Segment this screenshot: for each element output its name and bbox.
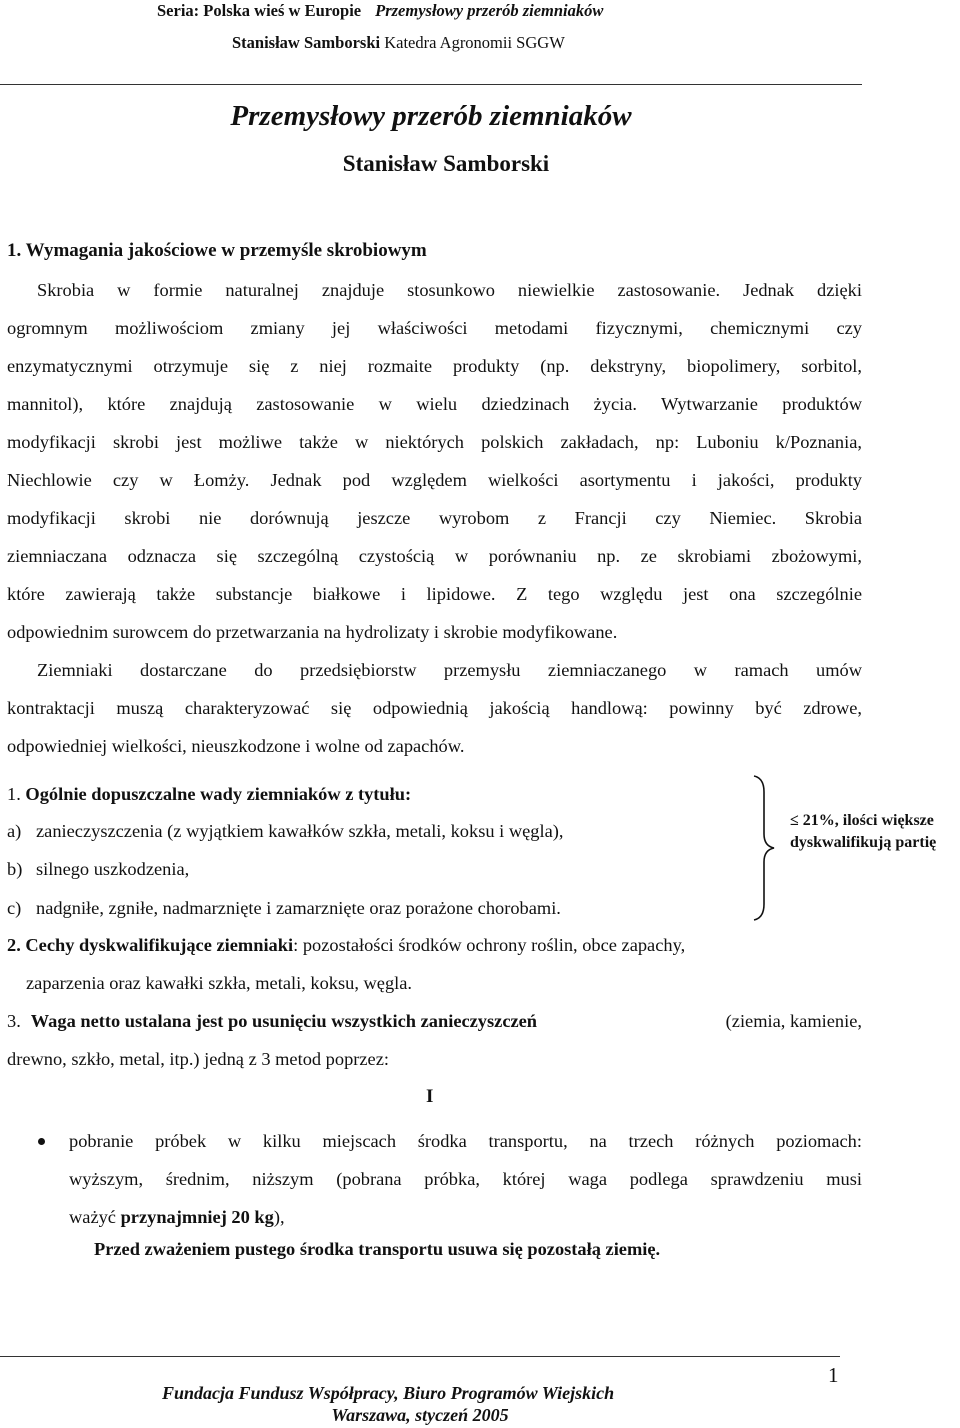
subitem-text: silnego uszkodzenia,: [36, 859, 190, 879]
list-item-2: [7, 935, 685, 956]
list-item-1: [7, 784, 411, 805]
paragraph-line: które zawierają także substancje białkowe i lipidowe. Z tego względu jest ona szczególnie: [7, 584, 862, 604]
subitem-text: zanieczyszczenia (z wyjątkiem kawałków szkła, metali, koksu i węgla),: [36, 821, 564, 841]
bullet-icon: [38, 1138, 45, 1145]
list-number: 3.: [7, 1011, 21, 1031]
method-bold-note: Przed zważeniem pustego środka transportu usuwa się pozostałą ziemię.: [94, 1239, 661, 1259]
list-item-title: Cechy dyskwalifikujące ziemniaki: [25, 935, 294, 955]
footer-place-date: Warszawa, styczeń 2005: [331, 1405, 509, 1425]
document-author: Stanisław Samborski: [342, 151, 550, 176]
list-item-2-continuation: zaparzenia oraz kawałki szkła, metali, koksu, węgla.: [26, 973, 413, 993]
paragraph-line: Niechlowie czy w Łomży. Jednak pod względem wielkości asortymentu i jakości, produkty: [7, 470, 862, 490]
subitem-letter: a): [7, 821, 22, 841]
bullet-text-end: ),: [273, 1207, 285, 1227]
paragraph-line: Ziemniaki dostarczane do przedsiębiorstw przemysłu ziemniaczanego w ramach umów: [37, 660, 862, 680]
bullet-line: [69, 1198, 862, 1236]
list-item-title: Ogólnie dopuszczalne wady ziemniaków z tytułu:: [25, 784, 412, 804]
page-number: 1: [828, 1363, 839, 1387]
list-subitem-b: [7, 859, 189, 880]
paragraph-starch: [7, 271, 862, 651]
header-affiliation: Katedra Agronomii SGGW: [384, 33, 565, 52]
right-brace-icon: [752, 774, 782, 922]
paragraph-line: modyfikacji skrobi nie dorównują jeszcze wyrobom z Francji czy Niemiec. Skrobia: [7, 508, 862, 528]
document-title: Przemysłowy przerób ziemniaków: [230, 100, 632, 132]
method-roman-numeral: I: [426, 1086, 434, 1107]
list-subitem-a: [7, 821, 564, 842]
bullet-line: pobranie próbek w kilku miejscach środka transportu, na trzech różnych poziomach:: [69, 1131, 862, 1151]
header-rule: [0, 84, 862, 85]
paragraph-line: modyfikacji skrobi jest możliwe także w niektórych polskich zakładach, np: Luboniu k/Poznania,: [7, 432, 862, 452]
running-header-series: [157, 1, 603, 21]
series-label: Seria: Polska wieś w Europie: [157, 1, 362, 20]
footer-org: Fundacja Fundusz Współpracy, Biuro Programów Wiejskich: [162, 1383, 615, 1403]
list-item-text: : pozostałości środków ochrony roślin, obce zapachy,: [293, 935, 686, 955]
method-bullet: [69, 1122, 862, 1236]
bullet-text: ważyć: [69, 1207, 116, 1227]
paragraph-line: ogromnym możliwościom zmiany jej właściwości metodami fizycznymi, chemicznymi czy: [7, 318, 862, 338]
subitem-letter: c): [7, 898, 22, 918]
paragraph-potatoes: [7, 651, 862, 765]
paragraph-line: ziemniaczana odznacza się szczególną czystością w porównaniu np. ze skrobiami zbożowymi,: [7, 546, 862, 566]
list-item-3: [7, 1011, 862, 1032]
list-item-3-continuation: drewno, szkło, metal, itp.) jedną z 3 metod poprzez:: [7, 1049, 389, 1069]
running-header-author: [232, 33, 565, 53]
header-author-name: Stanisław Samborski: [232, 33, 381, 52]
paragraph-line: kontraktacji muszą charakteryzować się odpowiednią jakością handlową: powinny być zdrowe,: [7, 698, 862, 718]
paragraph-line: odpowiedniej wielkości, nieuszkodzone i wolne od zapachów.: [7, 736, 465, 756]
brace-note-line2: dyskwalifikują partię: [790, 834, 937, 851]
list-subitem-c: [7, 898, 561, 919]
paragraph-line: enzymatycznymi otrzymuje się z niej rozmaite produkty (np. dekstryny, biopolimery, sorbitol,: [7, 356, 862, 376]
paragraph-line: mannitol), które znajdują zastosowanie w wielu dziedzinach życia. Wytwarzanie produktów: [7, 394, 862, 414]
footer-rule: [0, 1356, 840, 1357]
list-number: 1.: [7, 784, 21, 804]
list-item-title: Waga netto ustalana jest po usunięciu wszystkich zanieczyszczeń: [30, 1011, 538, 1031]
paragraph-line: Skrobia w formie naturalnej znajduje stosunkowo niewielkie zastosowanie. Jednak dzięki: [37, 280, 862, 300]
series-title: Przemysłowy przerób ziemniaków: [375, 1, 604, 20]
bullet-line: wyższym, średnim, niższym (pobrana próbka, której waga podlega sprawdzeniu musi: [69, 1169, 862, 1189]
list-number: 2.: [7, 935, 21, 955]
section-heading: 1. Wymagania jakościowe w przemyśle skrobiowym: [7, 240, 427, 261]
subitem-text: nadgniłe, zgniłe, nadmarznięte i zamarznięte oraz porażone chorobami.: [36, 898, 561, 918]
brace-note-line1: ≤ 21%, ilości większe: [790, 812, 934, 829]
list-item-text: (ziemia, kamienie,: [725, 1011, 862, 1031]
bullet-bold: przynajmniej 20 kg: [120, 1207, 274, 1227]
subitem-letter: b): [7, 859, 23, 879]
paragraph-line: odpowiednim surowcem do przetwarzania na hydrolizaty i skrobie modyfikowane.: [7, 622, 618, 642]
